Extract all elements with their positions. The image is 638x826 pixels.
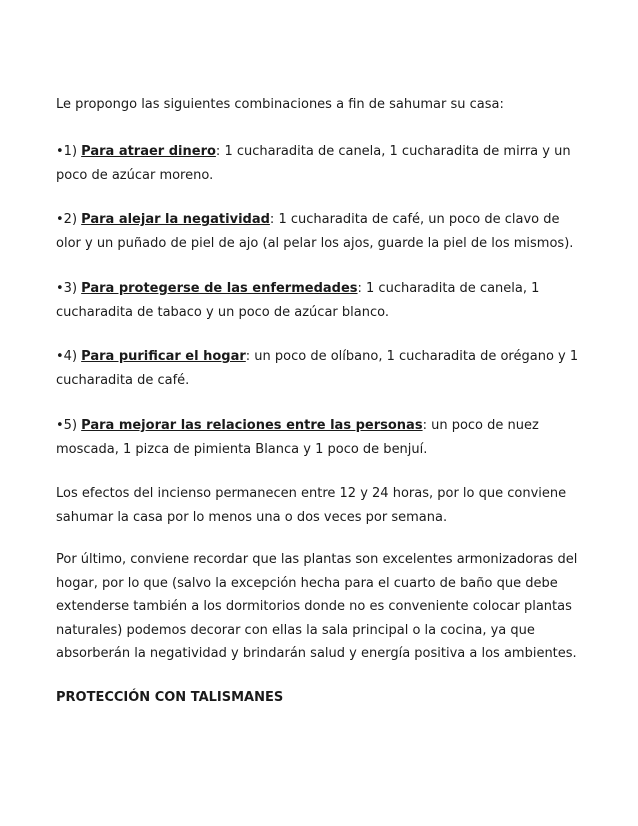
- list-item: [56, 208, 586, 255]
- item-prefix: •3): [56, 281, 82, 296]
- item-prefix: •4): [56, 349, 82, 364]
- list-item: [56, 140, 586, 187]
- item-separator: :: [269, 212, 279, 227]
- effects-paragraph: Los efectos del incienso permanecen entre 12 y 24 horas, por lo que conviene sahumar la casa por lo menos una o dos veces por semana.: [56, 486, 567, 525]
- item-title: Para mejorar las relaciones entre las personas: [81, 418, 423, 433]
- item-separator: :: [422, 418, 432, 433]
- item-title: Para alejar la negatividad: [81, 212, 270, 227]
- item-text: 1 cucharadita de canela, 1 cucharadita de tabaco y un poco de azúcar blanco.: [56, 281, 540, 320]
- item-text: un poco de olíbano, 1 cucharadita de orégano y 1 cucharadita de café.: [56, 349, 579, 388]
- list-item: [56, 345, 586, 392]
- item-text: un poco de nuez moscada, 1 pizca de pimienta Blanca y 1 poco de benjuí.: [56, 418, 539, 457]
- closing-paragraph: Por último, conviene recordar que las plantas son excelentes armonizadoras del hogar, por lo que (salvo la excepción hecha para el cuarto de baño que debe extenderse también a los dormitorios donde no es conveniente colocar plantas naturales) podemos decorar con ellas la sala principal o la cocina, ya que absorberán la negatividad y brindarán salud y energía positiva a los ambientes.: [56, 552, 578, 661]
- item-separator: :: [357, 281, 367, 296]
- item-title: Para purificar el hogar: [81, 349, 246, 364]
- item-text: 1 cucharadita de café, un poco de clavo de olor y un puñado de piel de ajo (al pelar los ajos, guarde la piel de los mismos).: [56, 212, 574, 251]
- item-title: Para atraer dinero: [81, 144, 216, 159]
- list-item: [56, 414, 586, 461]
- item-prefix: •2): [56, 212, 82, 227]
- item-prefix: •1): [56, 144, 82, 159]
- intro-paragraph: Le propongo las siguientes combinaciones a fin de sahumar su casa:: [56, 97, 504, 112]
- item-text: 1 cucharadita de canela, 1 cucharadita de mirra y un poco de azúcar moreno.: [56, 144, 571, 183]
- item-prefix: •5): [56, 418, 82, 433]
- item-title: Para protegerse de las enfermedades: [81, 281, 358, 296]
- item-separator: :: [245, 349, 255, 364]
- item-separator: :: [215, 144, 225, 159]
- list-item: [56, 277, 586, 324]
- section-heading: PROTECCIÓN CON TALISMANES: [56, 690, 284, 705]
